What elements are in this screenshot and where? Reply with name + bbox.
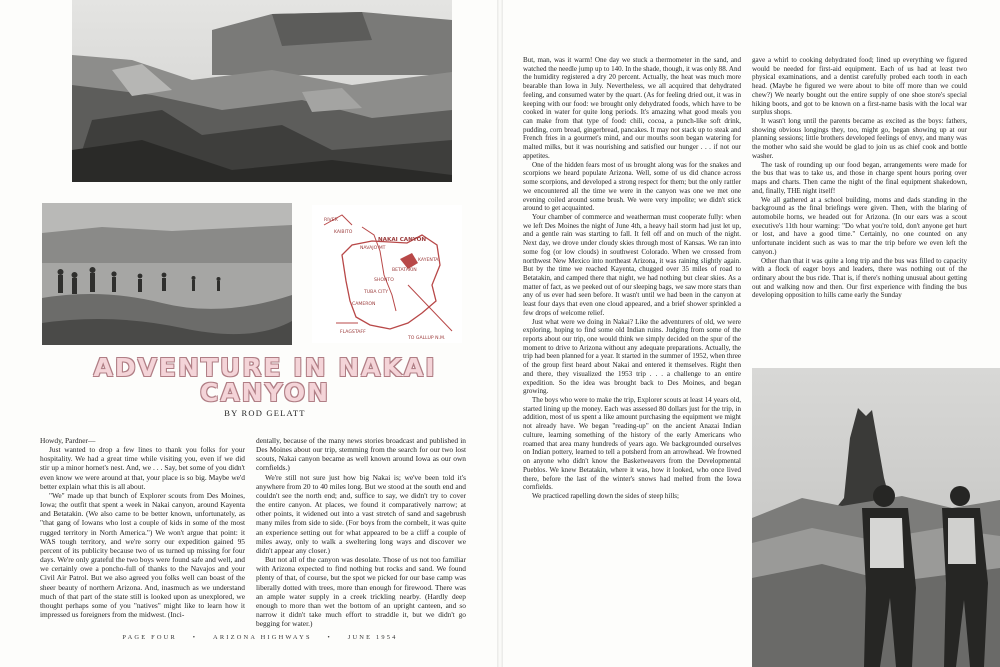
paragraph: dentally, because of the many news stories broadcast and published in Des Moines about our trip, stemming from the search for our two lost scouts, Nakai canyon became as well known around Iowa as our own cornfields.) [256,436,466,473]
paragraph: gave a whirl to cooking dehydrated food; lined up everything we figured would be needed for first-aid equipment. Each of us had at least two physical examinations, and a dentist carefully probed each tooth in each head. (Maybe he figured we were about to bite off more than we could chew?) We nearly bought out the entire supply of one shoe store's special hiking boots, and got to be known on a first-name basis with the local war surplus shops. [752,56,967,117]
map-label-cameron: CAMERON [352,302,376,307]
canyon-landscape-photo [72,0,452,182]
map-label-tuba-city: TUBA CITY [364,290,389,295]
paragraph: The boys who were to make the trip, Explorer scouts at least 14 years old, started lining up the money. Each was assessed 80 dollars just for the trip, in addition, most of us spent a like amount purchasing the equipment we might not already have. We began "reading-up" on the ancient Anazai Indian culture, learning something of the history of the early Americans who roamed that area many hundreds of years ago. We backgrounded ourselves on Indian pottery, learned to tell a potsherd from an arrowhead. We frowned on anyone who didn't know the Basketweavers from the Developmental Pueblos. We knew Betatakin, where it was, how it looked, who once lived there, before the last of the winter's snows had melted from the Iowa cornfields. [523,396,741,492]
map-label-shonto: SHONTO [374,278,394,283]
paragraph: We all gathered at a school building, moms and dads standing in the background as the final briefings were given. Then, with the blaring of automobile horns, we headed out for Arizona. (In our ears was a scout executive's 11th hour warning: "Do what you're told, don't anyone get hurt or lost, and have a good time." Certainly, no one counted on any unfortunate incident such as was to mar the trip before we even left the canyon.) [752,195,967,256]
folio-separator: • [192,634,198,641]
paragraph: Your chamber of commerce and weatherman must cooperate fully: when we left Des Moines the night of June 4th, a heavy hail storm had just let up, and a gentle rain was starting to fall. It fell off and on much of the night. Next day, we drove under cloudy skies through most of Kansas. We ran into some fog (or low clouds) in southwest Colorado. When we crossed from northwest New Mexico into northeast Arizona, it was raining slightly again. But by the time we reached Kayenta, chugged over 35 miles of road to Betatakin, and camped there that night, we had nothing but clear skies. As a matter of fact, as we peeked out of our sleeping bags, we saw more stars than any of us ever had seen before. It wasn't until we had been in the canyon at least four days that even one cloud appeared, and a brief shower sprinkled a few drops of welcome relief. [523,212,741,317]
paragraph: It wasn't long until the parents became as excited as the boys: fathers, showing obvious longings they, too, might go, began showing up at our planning sessions; little brothers developed feelings of envy, and many was the mother who said she would be glad to join us as chief cook and bottle washer. [752,117,967,160]
page-gutter [497,0,503,667]
paragraph: Just what were we doing in Nakai? Like the adventurers of old, we were exploring, hoping to find some old Indian ruins. Judging from some of the reports about our trip, one would think we simply decided on the spur of the moment to drive to Arizona without any adequate preparations. Actually, the trip had been planned for a year. It started in the summer of 1952, when three of the group first heard about Nakai and entered it themselves. Right then and there, they visualized the 1953 trip . . . a challenge to an entire expedition. So the idea was brought back to Des Moines, and began growing. [523,317,741,396]
map-label-navajo-mt: NAVAJO MT [360,246,386,251]
map-label-river: RIVER [324,218,338,223]
text-column-3 [523,56,741,501]
folio-page: PAGE FOUR [122,634,177,641]
map-label-gallup: TO GALLUP N.M. [408,336,446,341]
article-title: ADVENTURE IN NAKAI CANYON [93,353,437,407]
paragraph: "We" made up that bunch of Explorer scouts from Des Moines, Iowa; the outfit that spent a week in Nakai canyon, around Kayenta and Betatakin. (We also came to be better known, unfortunately, as "that gang of Iowans who lost a couple of kids in some of the most rugged territory in North America.") We won't argue that point: it WAS tough territory, and we're sorry our expedition gained 95 percent of its publicity because two of us turned up missing for four days. We're only grateful the two boys were found safe and well, and we certainly owe a poncho-full of thanks to the Navajos and your Civil Air Patrol. But we also agreed you folks well can boast of the sheer beauty of northern Arizona. And, inasmuch as we understand much of that part of the state still is looked upon as unexplored, we thought perhaps some of you "natives" might like to learn how it impressed us foreigners from the midwest. (Inci- [40,490,245,619]
folio-date: JUNE 1954 [347,634,398,641]
route-map [312,205,462,343]
page-folio [30,634,490,641]
paragraph: Howdy, Pardner— [40,436,96,445]
rock-spire-photo [752,368,1000,667]
scouts-hiking-photo [42,203,292,345]
map-label-kaibito: KAIBITO [334,230,353,235]
folio-separator: • [327,634,332,641]
text-column-4 [752,56,967,300]
article-byline: BY ROD GELATT [224,408,306,418]
paragraph: We practiced rapelling down the sides of steep hills; [532,491,679,500]
map-label-kayenta: KAYENTA [418,258,439,263]
paragraph: The task of rounding up our food began, arrangements were made for the bus that was to take us, and those in charge spent hours poring over maps and charts. Then came the night of the final equipment shakedown, and, finally, THE night itself! [752,160,967,195]
paragraph: But not all of the canyon was desolate. Those of us not too familiar with Arizona expected to find nothing but rocks and sand. We found plenty of that, of course, but the spot we picked for our base camp was liberally dotted with trees, more than enough for firewood. There was an ample water supply in a creek trickling nearby. (Hardly deep enough to more than wet the bottom of an upright canteen, and so narrow it didn't take much effort to straddle it, but we didn't go begging for water.) [256,555,466,629]
paragraph: Other than that it was quite a long trip and the bus was filled to capacity with a flock of eager boys and leaders, there was nothing out of the ordinary about the bus ride. That is, if there's nothing unusual about getting out and walking now and then. Our first experience with finding the bus developing opposition to hills came early the Sunday [752,256,967,300]
paragraph: But, man, was it warm! One day we stuck a thermometer in the sand, and watched the needle jump up to 140. In the shade, though, it was only 88. And the humidity registered a dry 20 percent. Actually, the heat was much more bearable than Iowa in July. Nevertheless, we all acquired that dehydrated feeling, and consumed water by the quart. (As for feeling dried out, it was in keeping with our food: we brought only dehydrated foods, which have to be cooked in water for quite long periods. It's amazing what good meals you can make from that type of food: chili, cocoa, a punch-like soft drink, pudding, corn bread, gingerbread, pancakes. It may not stack up to steak and French fries in a gourmet's mind, and our mouths soon began watering for malted milks, but it was nourishing and satisfied our hunger . . . if not our appetites. [523,56,741,160]
text-column-1 [40,436,245,619]
map-label-betatakin: BETATAKIN [392,268,417,273]
folio-magazine: ARIZONA HIGHWAYS [213,634,312,641]
paragraph: We're still not sure just how big Nakai is; we've been told it's anywhere from 20 to 40 miles long. But we stood at the south end and couldn't see the north end; and, suffice to say, we didn't try to cover the entire canyon. At places, we found it comparatively narrow; at other points, it widened out into a vast stretch of sand and sagebrush many miles from side to side. (For boys from the cornbelt, it was quite an experience setting out for what appeared to be a cliff a couple of miles away, only to walk a sweltering long ways and discover we didn't appear any closer.) [256,472,466,555]
paragraph: Just wanted to drop a few lines to thank you folks for your hospitality. We had a great time while visiting you, even if we did stir up a minor hornet's nest. And, we . . . Say, bet some of you didn't even know we were around at that, your place is so big. Maybe we'd better explain what this is all about. [40,445,245,491]
paragraph: One of the hidden fears most of us brought along was for the snakes and scorpions we heard populate Arizona. Well, some of us did chance across some scorpions, and developed a strong respect for them; but the only rattler we encountered all the time we were in the canyon was one we met one evening coiled around some brush. We were very impolite; we didn't stick around to get acquainted. [523,160,741,213]
map-label-flagstaff: FLAGSTAFF [340,330,366,335]
map-title: NAKAI CANYON [378,237,427,243]
text-column-2 [256,436,466,628]
